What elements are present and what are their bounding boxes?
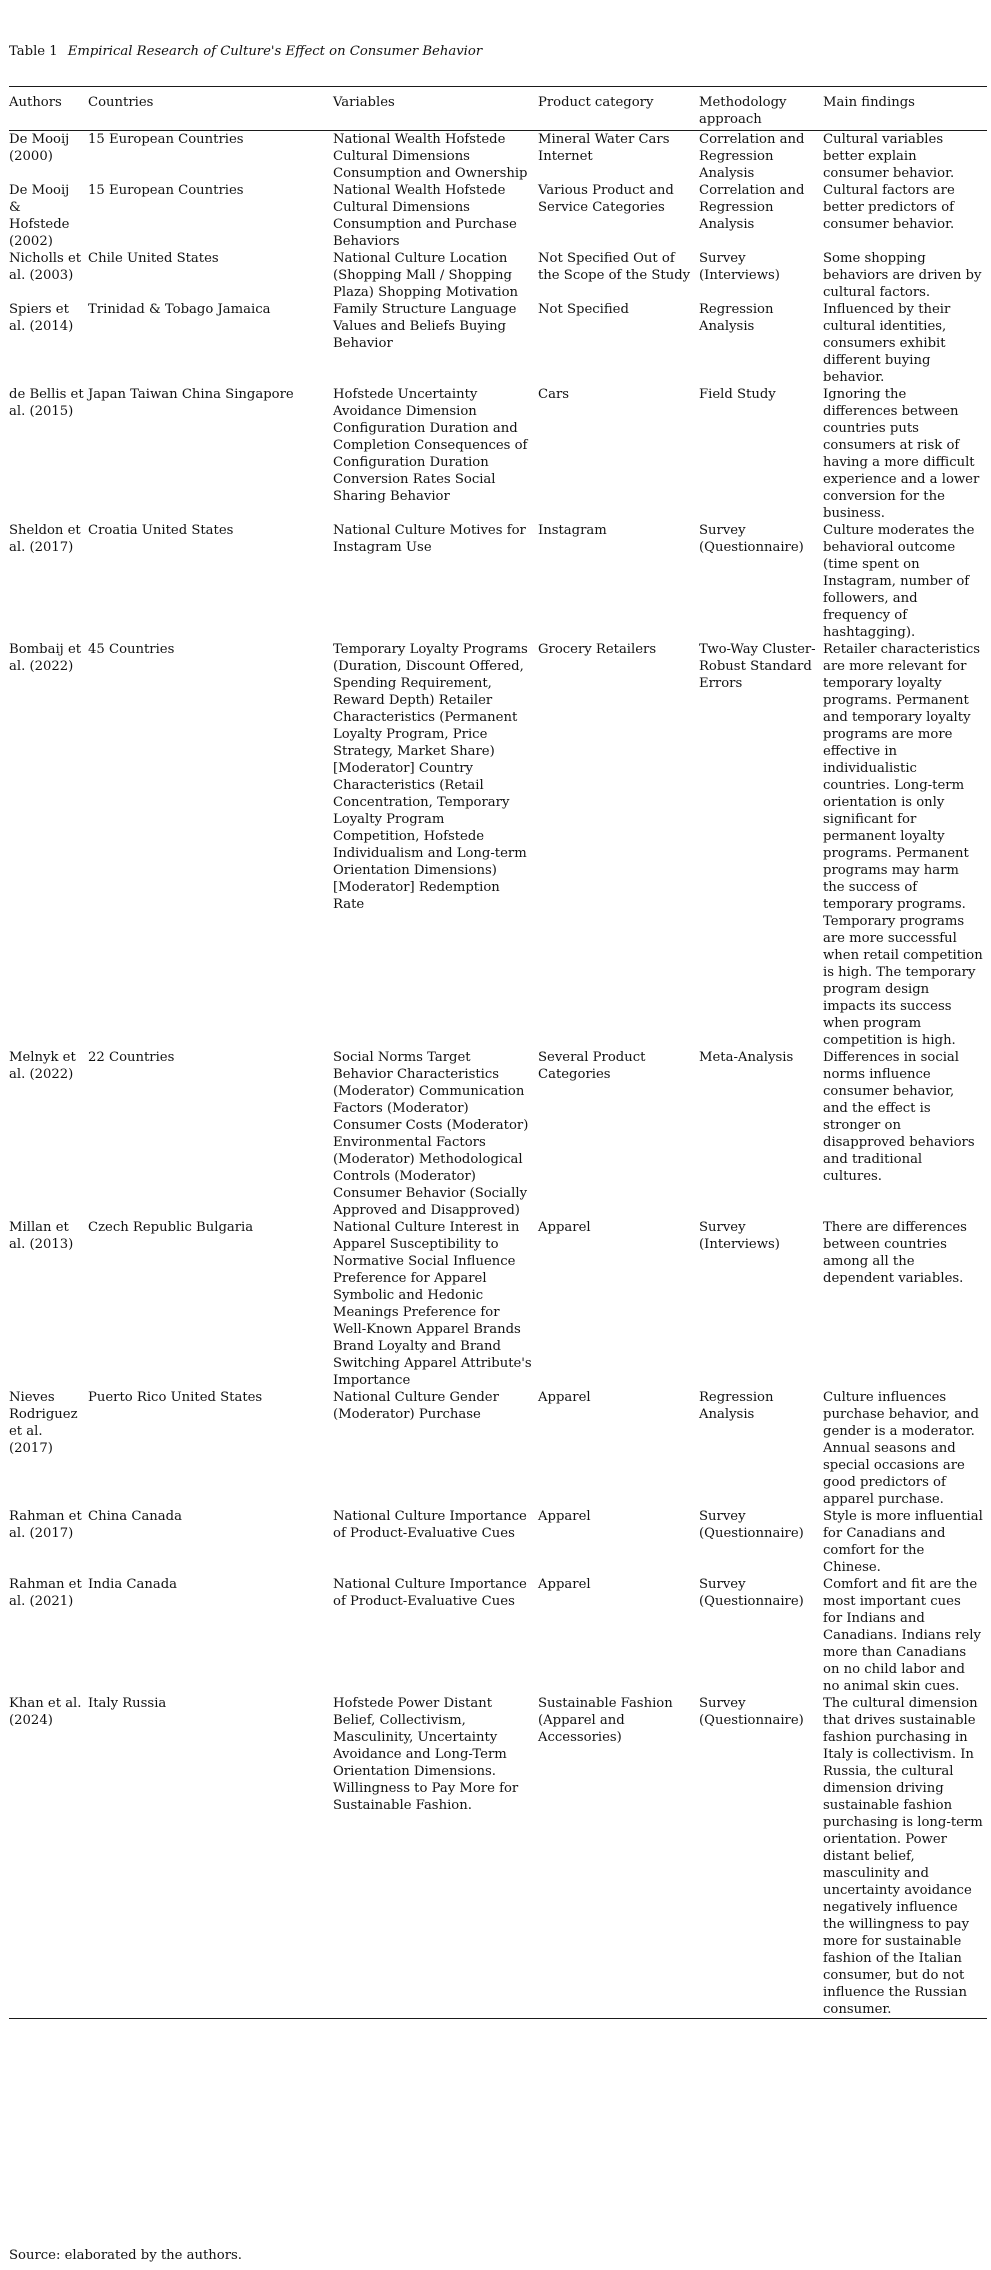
cell-authors: de Bellis et al. (2015): [9, 387, 84, 419]
table-row: [9, 386, 987, 522]
cell-countries: Italy Russia: [88, 1695, 333, 2019]
table-caption: [9, 44, 482, 59]
cell-product-category: Not Specified Out of the Scope of the Study: [538, 251, 691, 283]
cell-methodology: Survey (Questionnaire): [699, 523, 804, 555]
cell-findings: Cultural variables better explain consumer behavior.: [823, 132, 955, 181]
header-product-category: Product category: [538, 88, 699, 131]
cell-variables: National Culture Interest in Apparel Susceptibility to Normative Social Influence Preference for Apparel Symbolic and Hedonic Meanings Preference for Well-Known Apparel Brands Brand Loyalty and Brand Switching Apparel Attribute's Importance: [333, 1220, 532, 1388]
cell-variables: Family Structure Language Values and Beliefs Buying Behavior: [333, 302, 517, 351]
source-note: Source: elaborated by the authors.: [9, 2248, 242, 2263]
table-row: [9, 182, 987, 250]
cell-findings: Ignoring the differences between countries puts consumers at risk of having a more difficult experience and a lower conversion for the business.: [823, 387, 980, 521]
cell-findings: Culture influences purchase behavior, and gender is a moderator. Annual seasons and special occasions are good predictors of apparel purchase.: [823, 1390, 979, 1507]
table-row: [9, 131, 987, 183]
cell-methodology: Survey (Questionnaire): [699, 1695, 823, 2019]
cell-variables: National Culture Location (Shopping Mall / Shopping Plaza) Shopping Motivation: [333, 251, 519, 300]
cell-variables: National Wealth Hofstede Cultural Dimensions Consumption and Purchase Behaviors: [333, 183, 517, 249]
cell-countries: Trinidad & Tobago Jamaica: [88, 302, 271, 317]
table-row: [9, 301, 987, 386]
cell-product-category: Grocery Retailers: [538, 642, 657, 657]
cell-variables: National Culture Gender (Moderator) Purchase: [333, 1390, 499, 1422]
cell-methodology: Survey (Questionnaire): [699, 1509, 804, 1541]
header-countries: Countries: [88, 88, 333, 131]
cell-authors: Sheldon et al. (2017): [9, 523, 81, 555]
cell-countries: Chile United States: [88, 251, 219, 266]
cell-authors: De Mooij (2000): [9, 132, 70, 164]
table-body: [9, 131, 987, 2019]
cell-variables: Hofstede Uncertainty Avoidance Dimension Configuration Duration and Completion Consequences of Configuration Duration Conversion Rates Social Sharing Behavior: [333, 387, 528, 504]
cell-authors: Rahman et al. (2017): [9, 1509, 82, 1541]
cell-findings: Influenced by their cultural identities, consumers exhibit different buying behavior.: [823, 302, 951, 385]
cell-variables: Temporary Loyalty Programs (Duration, Discount Offered, Spending Requirement, Reward Depth) Retailer Characteristics (Permanent Loyalty Program, Price Strategy, Market Share) [Moderator] Country Characteristics (Retail Concentration, Temporary Loyalty Program Competition, Hofstede Individualism and Long-term Orientation Dimensions) [Moderator] Redemption Rate: [333, 642, 528, 912]
cell-variables: National Wealth Hofstede Cultural Dimensions Consumption and Ownership: [333, 132, 528, 181]
cell-variables: Social Norms Target Behavior Characteristics (Moderator) Communication Factors (Moderator) Consumer Costs (Moderator) Environmental Factors (Moderator) Methodological Controls (Moderator) Consumer Behavior (Socially Approved and Disapproved): [333, 1050, 529, 1218]
cell-product-category: Apparel: [538, 1390, 591, 1405]
cell-authors: Millan et al. (2013): [9, 1220, 74, 1252]
table-row: [9, 250, 987, 301]
header-row: [9, 88, 987, 131]
table-row: [9, 1389, 987, 1508]
cell-countries: 15 European Countries: [88, 132, 244, 147]
cell-findings: Retailer characteristics are more relevant for temporary loyalty programs. Permanent and temporary loyalty programs are more effective in individualistic countries. Long-term orientation is only significant for permanent loyalty programs. Permanent programs may harm the success of temporary programs. Temporary programs are more successful when retail competition is high. The temporary program design impacts its success when program competition is high.: [823, 642, 983, 1048]
cell-findings: Culture moderates the behavioral outcome (time spent on Instagram, number of followers, and frequency of hashtagging).: [823, 523, 975, 640]
table-caption-title: Empirical Research of Culture's Effect on Consumer Behavior: [67, 44, 483, 59]
cell-countries: Croatia United States: [88, 523, 234, 538]
cell-methodology: Meta-Analysis: [699, 1050, 794, 1065]
cell-product-category: Sustainable Fashion (Apparel and Accessories): [538, 1695, 699, 2019]
cell-authors: Bombaij et al. (2022): [9, 642, 82, 674]
cell-countries: Japan Taiwan China Singapore: [88, 387, 294, 402]
cell-methodology: Correlation and Regression Analysis: [699, 132, 805, 181]
cell-product-category: Various Product and Service Categories: [538, 183, 674, 215]
table-row: [9, 1049, 987, 1219]
cell-product-category: Apparel: [538, 1220, 591, 1235]
table-row: [9, 1508, 987, 1576]
table-row: [9, 1219, 987, 1389]
cell-methodology: Survey (Interviews): [699, 1220, 780, 1252]
cell-countries: 15 European Countries: [88, 183, 244, 198]
cell-product-category: Apparel: [538, 1577, 591, 1592]
cell-variables: National Culture Importance of Product-Evaluative Cues: [333, 1509, 527, 1541]
cell-authors: De Mooij & Hofstede (2002): [9, 183, 70, 249]
cell-methodology: Correlation and Regression Analysis: [699, 183, 805, 232]
cell-variables: National Culture Importance of Product-Evaluative Cues: [333, 1577, 527, 1609]
table-row: [9, 1576, 987, 1695]
cell-countries: China Canada: [88, 1509, 182, 1524]
cell-countries: Puerto Rico United States: [88, 1390, 263, 1405]
cell-product-category: Apparel: [538, 1509, 591, 1524]
cell-product-category: Not Specified: [538, 302, 629, 317]
header-findings: Main findings: [823, 88, 987, 131]
cell-countries: India Canada: [88, 1577, 178, 1592]
table-row: [9, 1695, 987, 2019]
cell-authors: Spiers et al. (2014): [9, 302, 74, 334]
table-caption-label: Table 1: [9, 44, 58, 59]
cell-authors: Nieves Rodriguez et al. (2017): [9, 1390, 78, 1456]
cell-product-category: Several Product Categories: [538, 1050, 646, 1082]
cell-authors: Khan et al. (2024): [9, 1695, 88, 2019]
table-row: [9, 522, 987, 641]
cell-countries: 22 Countries: [88, 1050, 175, 1065]
cell-findings: There are differences between countries among all the dependent variables.: [823, 1220, 967, 1286]
cell-findings: Differences in social norms influence consumer behavior, and the effect is stronger on disapproved behaviors and traditional cultures.: [823, 1050, 975, 1184]
cell-countries: 45 Countries: [88, 642, 175, 657]
cell-methodology: Survey (Questionnaire): [699, 1577, 804, 1609]
cell-methodology: Regression Analysis: [699, 302, 774, 334]
cell-findings: Comfort and fit are the most important cues for Indians and Canadians. Indians rely more than Canadians on no child labor and no animal skin cues.: [823, 1577, 981, 1694]
cell-methodology: Two-Way Cluster-Robust Standard Errors: [699, 642, 816, 691]
cell-methodology: Field Study: [699, 387, 776, 402]
header-variables: Variables: [333, 88, 538, 131]
table-header: [9, 88, 987, 131]
header-methodology: Methodology approach: [699, 88, 823, 131]
cell-variables: Hofstede Power Distant Belief, Collectivism, Masculinity, Uncertainty Avoidance and Long-Term Orientation Dimensions. Willingness to Pay More for Sustainable Fashion.: [333, 1695, 538, 2019]
cell-methodology: Survey (Interviews): [699, 251, 780, 283]
table-top-rule: [9, 86, 987, 87]
cell-findings: Cultural factors are better predictors of consumer behavior.: [823, 183, 955, 232]
cell-authors: Melnyk et al. (2022): [9, 1050, 76, 1082]
cell-product-category: Instagram: [538, 523, 607, 538]
cell-countries: Czech Republic Bulgaria: [88, 1220, 254, 1235]
cell-authors: Nicholls et al. (2003): [9, 251, 82, 283]
table-row: [9, 641, 987, 1049]
cell-product-category: Mineral Water Cars Internet: [538, 132, 670, 164]
cell-methodology: Regression Analysis: [699, 1390, 774, 1422]
cell-variables: National Culture Motives for Instagram Use: [333, 523, 526, 555]
cell-findings: Some shopping behaviors are driven by cultural factors.: [823, 251, 982, 300]
cell-product-category: Cars: [538, 387, 570, 402]
cell-authors: Rahman et al. (2021): [9, 1577, 82, 1609]
cell-findings: The cultural dimension that drives sustainable fashion purchasing in Italy is collectivism. In Russia, the cultural dimension driving sustainable fashion purchasing is long-term orientation. Power distant belief, masculinity and uncertainty avoidance negatively influence the willingness to pay more for sustainable fashion of the Italian consumer, but do not influence the Russian consumer.: [823, 1695, 987, 2019]
header-authors: Authors: [9, 88, 88, 131]
research-table: [9, 88, 987, 2019]
cell-findings: Style is more influential for Canadians and comfort for the Chinese.: [823, 1509, 983, 1575]
